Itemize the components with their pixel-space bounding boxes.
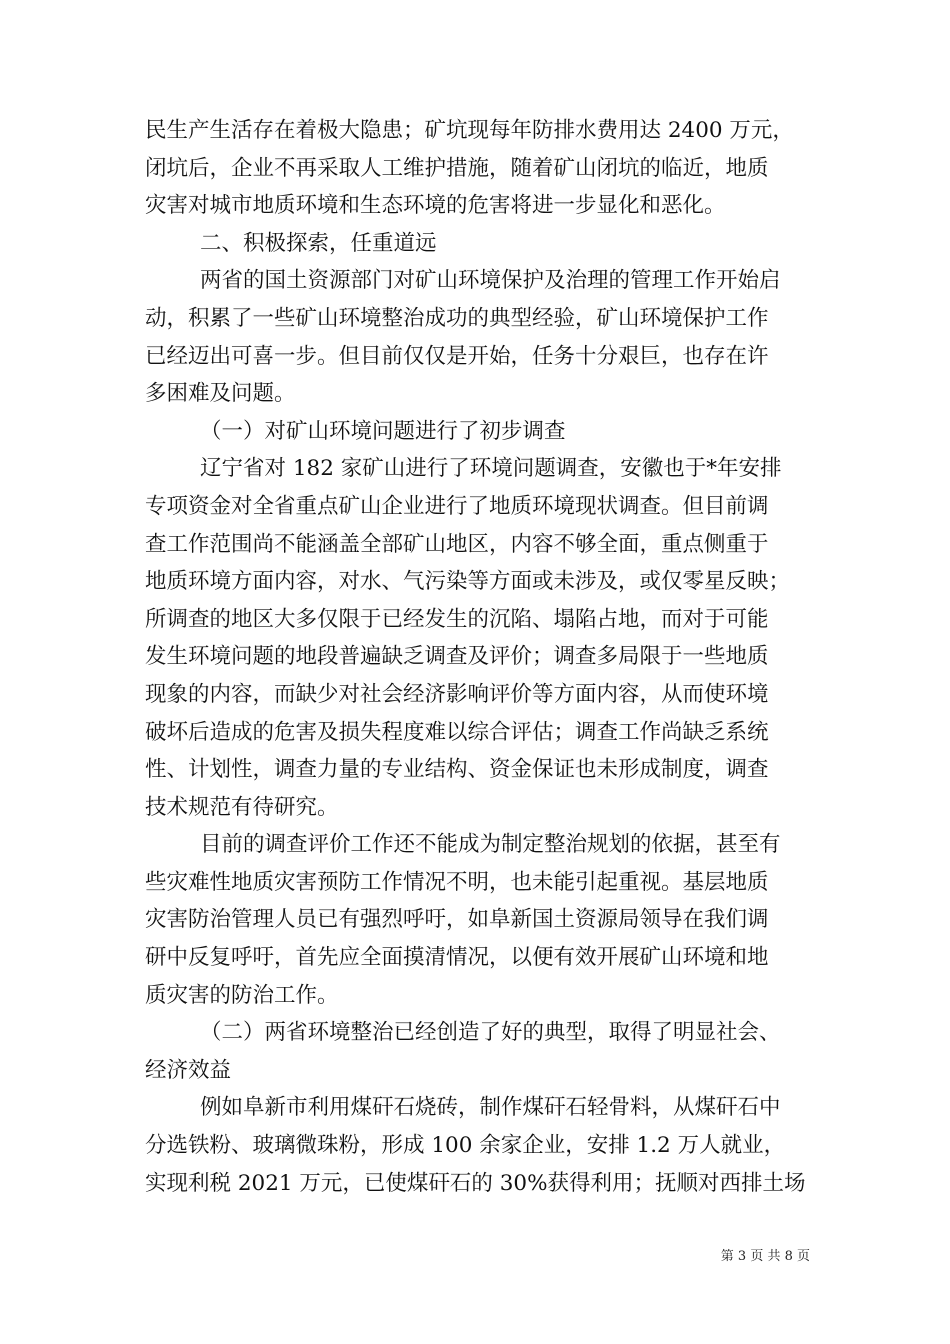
text-line: 例如阜新市利用煤矸石烧砖，制作煤矸石轻骨料，从煤矸石中 (200, 1095, 781, 1121)
subsection-heading: （一）对矿山环境问题进行了初步调查 (200, 418, 566, 444)
text-line: 性、计划性，调查力量的专业结构、资金保证也未形成制度，调查 (145, 757, 769, 783)
text-line: 些灾难性地质灾害预防工作情况不明，也未能引起重视。基层地质 (145, 869, 769, 895)
text-line: 民生产生活存在着极大隐患；矿坑现每年防排水费用达 2400 万元， (145, 118, 794, 143)
text-line: 分选铁粉、玻璃微珠粉，形成 100 余家企业，安排 1.2 万人就业， (145, 1133, 786, 1159)
text-line: 地质环境方面内容，对水、气污染等方面或未涉及，或仅零星反映； (145, 569, 791, 595)
text-line: 多困难及问题。 (145, 381, 296, 407)
document-body (145, 112, 805, 1202)
page-number-footer: 第 3 页 共 8 页 (720, 1249, 810, 1264)
text-line: 实现利税 2021 万元，已使煤矸石的 30%获得利用；抚顺对西排土场 (145, 1170, 806, 1196)
text-line: 专项资金对全省重点矿山企业进行了地质环境现状调查。但目前调 (145, 493, 769, 519)
text-line: 技术规范有待研究。 (145, 794, 339, 820)
text-line: 研中反复呼吁，首先应全面摸清情况，以便有效开展矿山环境和地 (145, 945, 769, 971)
subsection-heading-continued: 经济效益 (145, 1057, 232, 1083)
text-line: 目前的调查评价工作还不能成为制定整治规划的依据，甚至有 (200, 832, 781, 858)
text-line: 破坏后造成的危害及损失程度难以综合评估；调查工作尚缺乏系统 (145, 719, 769, 745)
text-line: 质灾害的防治工作。 (145, 982, 339, 1008)
section-heading: 二、积极探索，任重道远 (200, 230, 437, 256)
text-line: 两省的国土资源部门对矿山环境保护及治理的管理工作开始启 (200, 268, 781, 294)
text-line: 灾害防治管理人员已有强烈呼吁，如阜新国土资源局领导在我们调 (145, 907, 769, 933)
text-line: 灾害对城市地质环境和生态环境的危害将进一步显化和恶化。 (145, 193, 726, 219)
text-line: 查工作范围尚不能涵盖全部矿山地区，内容不够全面，重点侧重于 (145, 531, 769, 557)
subsection-heading: （二）两省环境整治已经创造了好的典型，取得了明显社会、 (200, 1020, 781, 1046)
text-line: 闭坑后，企业不再采取人工维护措施，随着矿山闭坑的临近，地质 (145, 155, 769, 181)
text-line: 已经迈出可喜一步。但目前仅仅是开始，任务十分艰巨，也存在许 (145, 343, 769, 369)
text-line: 辽宁省对 182 家矿山进行了环境问题调查，安徽也于*年安排 (200, 456, 782, 482)
text-line: 所调查的地区大多仅限于已经发生的沉陷、塌陷占地，而对于可能 (145, 606, 769, 632)
text-line: 现象的内容，而缺少对社会经济影响评价等方面内容，从而使环境 (145, 681, 769, 707)
text-line: 动，积累了一些矿山环境整治成功的典型经验，矿山环境保护工作 (145, 305, 769, 331)
text-line: 发生环境问题的地段普遍缺乏调查及评价；调查多局限于一些地质 (145, 644, 769, 670)
